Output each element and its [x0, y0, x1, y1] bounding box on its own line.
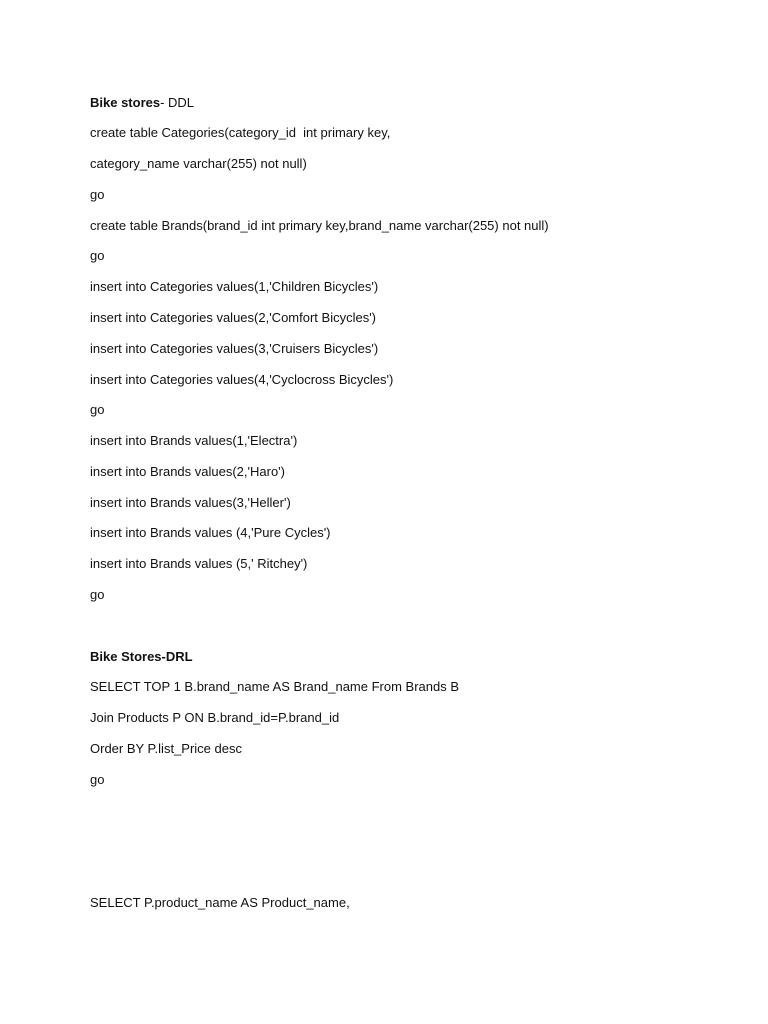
code-line: insert into Categories values(1,'Children Bicycles'): [90, 279, 379, 294]
code-line: insert into Categories values(2,'Comfort Bicycles'): [90, 310, 377, 325]
code-line: insert into Categories values(3,'Cruisers Bicycles'): [90, 341, 379, 356]
code-line: insert into Brands values(1,'Electra'): [90, 433, 298, 448]
code-line: go: [90, 772, 105, 787]
heading-bold-text: Bike stores: [90, 95, 161, 110]
section-heading-drl: Bike Stores-DRL: [90, 649, 193, 664]
code-line: SELECT TOP 1 B.brand_name AS Brand_name From Brands B: [90, 679, 460, 694]
code-line: insert into Brands values (5,' Ritchey'): [90, 556, 308, 571]
code-line: insert into Brands values(2,'Haro'): [90, 464, 285, 479]
code-line: category_name varchar(255) not null): [90, 156, 307, 171]
code-line: create table Brands(brand_id int primary key,brand_name varchar(255) not null): [90, 218, 549, 233]
code-line: insert into Categories values(4,'Cyclocross Bicycles'): [90, 372, 394, 387]
code-line: Join Products P ON B.brand_id=P.brand_id: [90, 710, 340, 725]
code-line: go: [90, 187, 105, 202]
code-line: Order BY P.list_Price desc: [90, 741, 242, 756]
section-heading-ddl: [90, 95, 194, 111]
code-line: SELECT P.product_name AS Product_name,: [90, 895, 350, 910]
code-line: create table Categories(category_id int primary key,: [90, 125, 391, 140]
code-line: go: [90, 587, 105, 602]
code-line: insert into Brands values (4,'Pure Cycles'): [90, 525, 331, 540]
code-line: go: [90, 248, 105, 263]
code-line: insert into Brands values(3,'Heller'): [90, 495, 291, 510]
code-line: go: [90, 402, 105, 417]
heading-rest-text: - DDL: [160, 95, 195, 110]
